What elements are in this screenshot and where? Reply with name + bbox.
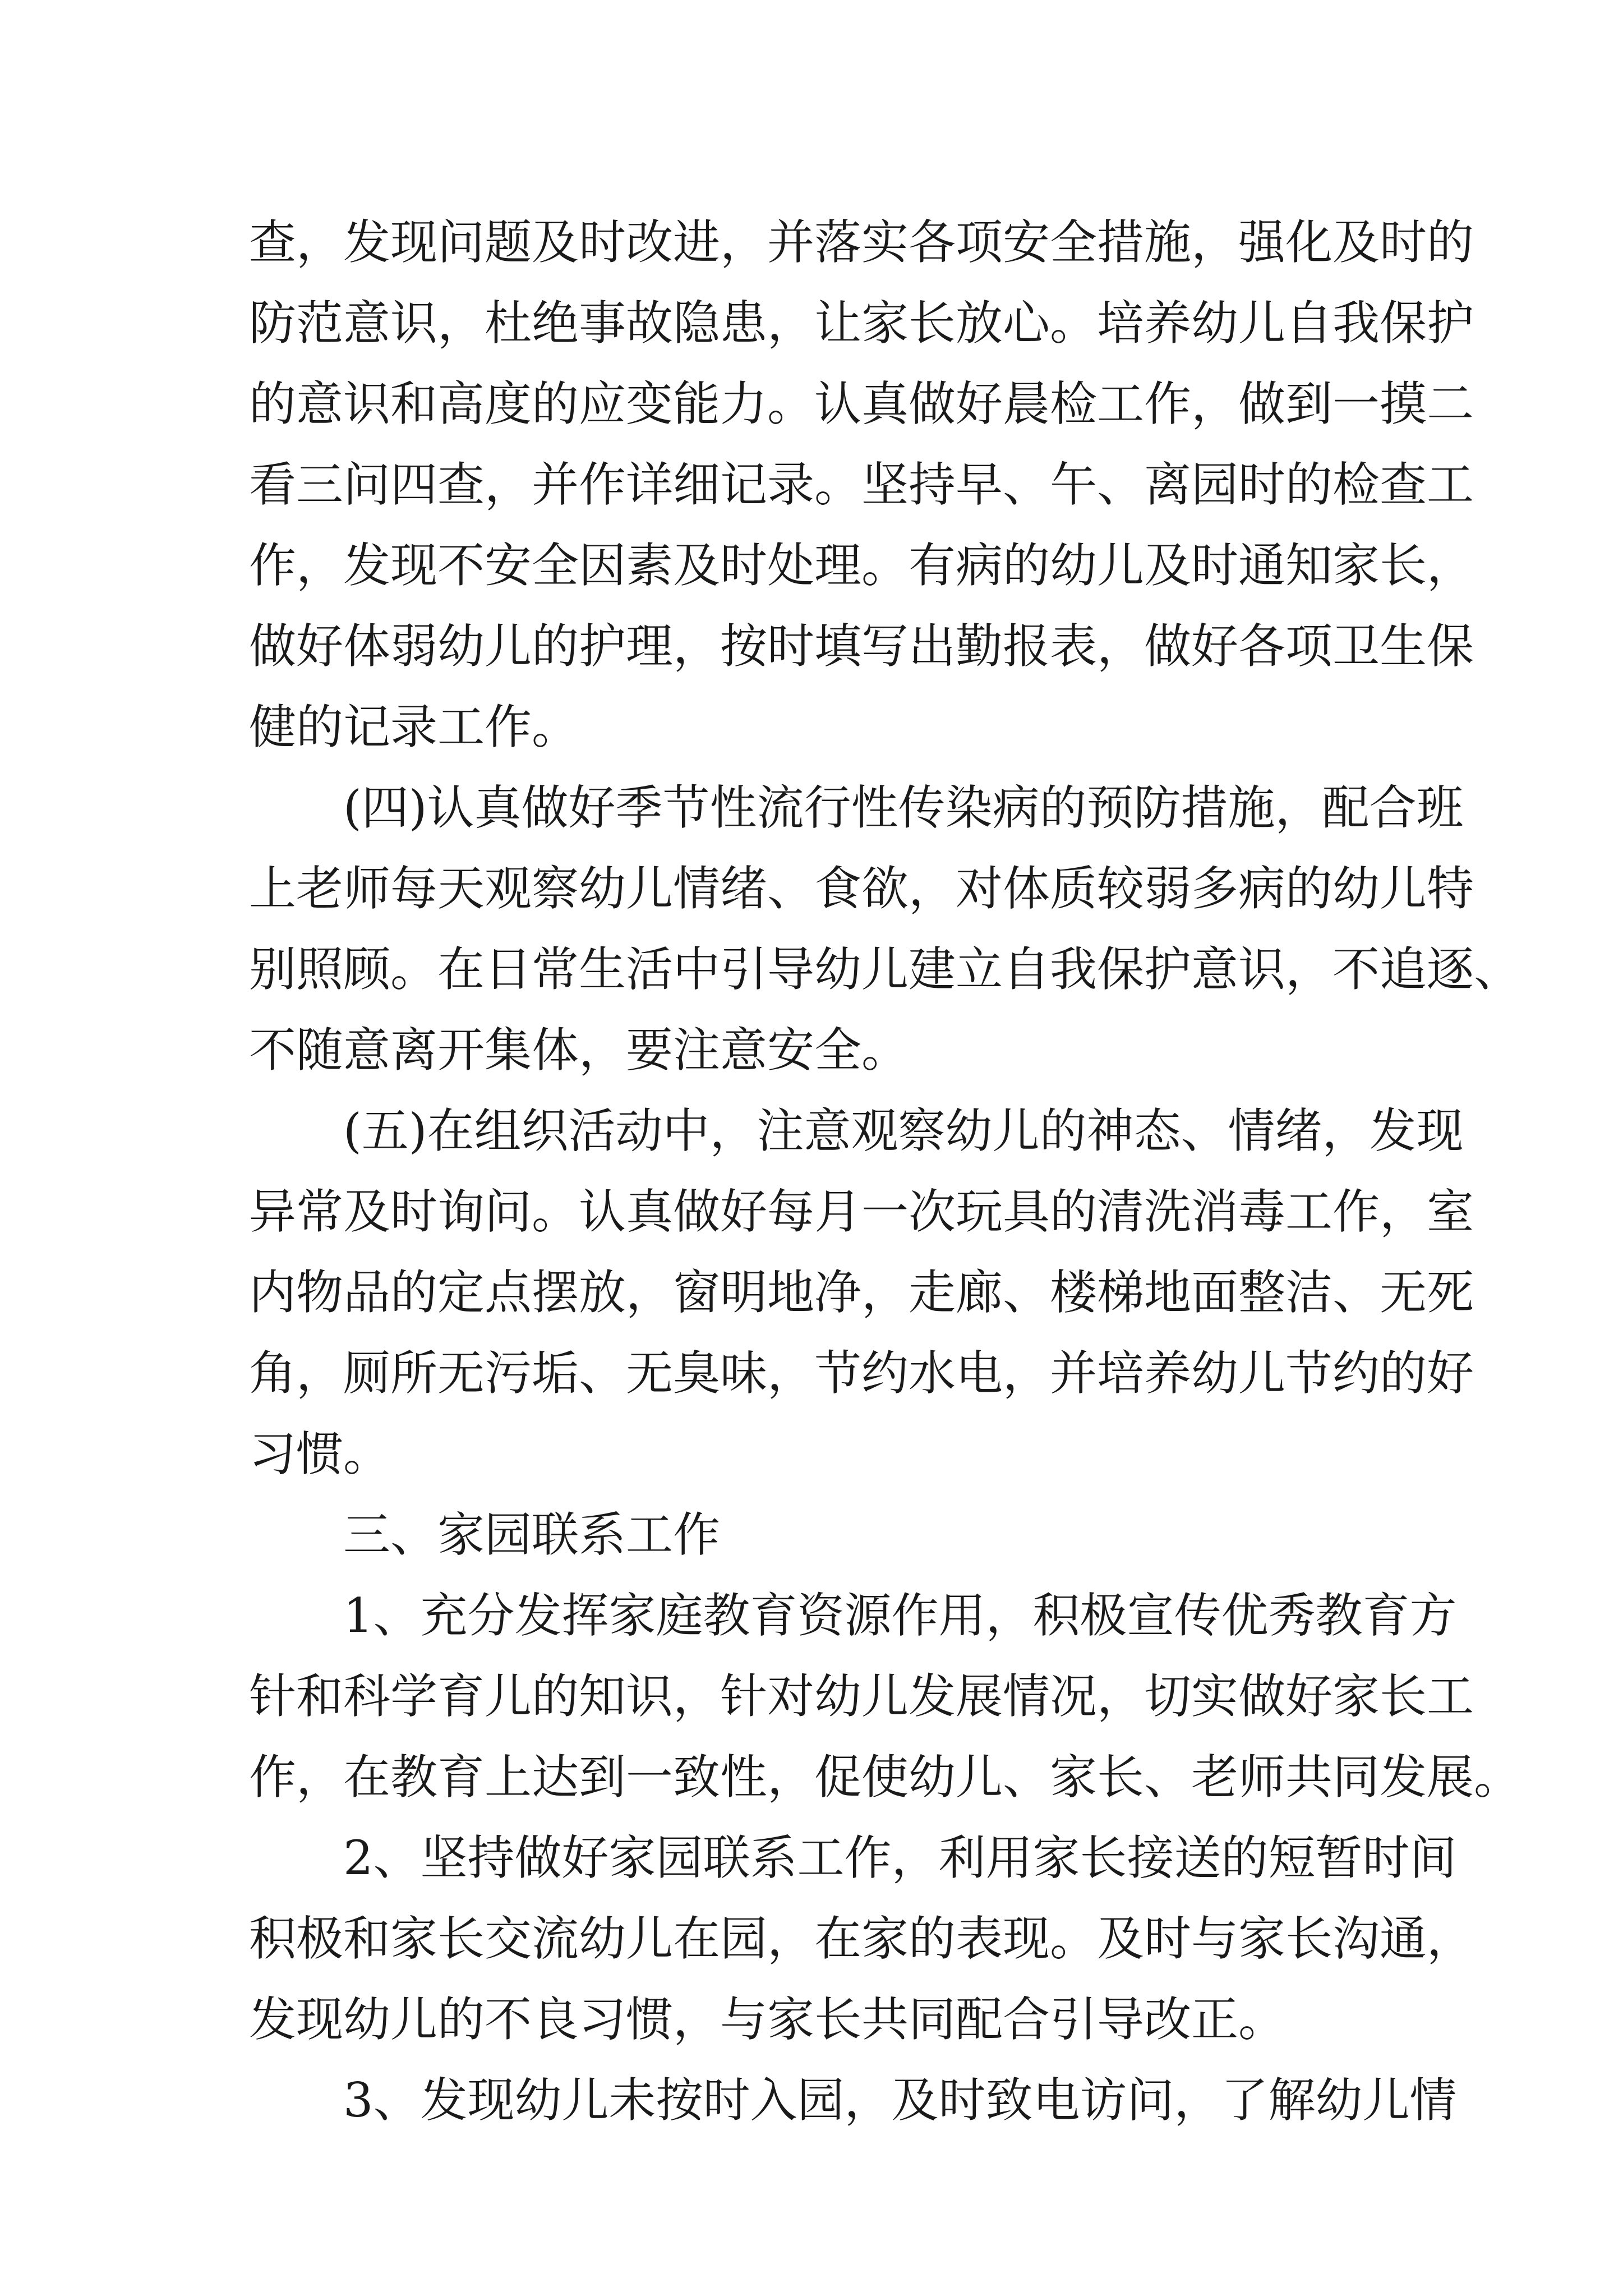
text-line: (四)认真做好季节性流行性传染病的预防措施，配合班	[343, 780, 1464, 835]
text-line: 作，发现不安全因素及时处理。有病的幼儿及时通知家长，	[249, 538, 1474, 593]
text-line: 发现幼儿的不良习惯，与家长共同配合引导改正。	[249, 1992, 1286, 2047]
text-line: 做好体弱幼儿的护理，按时填写出勤报表，做好各项卫生保	[249, 619, 1474, 674]
text-line: (五)在组织活动中，注意观察幼儿的神态、情绪，发现	[343, 1103, 1464, 1158]
text-line: 看三问四查，并作详细记录。坚持早、午、离园时的检查工	[249, 457, 1474, 512]
paragraph	[249, 1091, 1474, 1494]
text-line: 查，发现问题及时改进，并落实各项安全措施，强化及时的	[249, 215, 1474, 270]
text-line: 积极和家长交流幼儿在园，在家的表现。及时与家长沟通，	[249, 1911, 1474, 1966]
paragraph	[249, 1818, 1474, 2060]
paragraph	[249, 767, 1521, 1091]
text-line: 3、发现幼儿未按时入园，及时致电访问，了解幼儿情	[343, 2073, 1457, 2128]
text-line: 针和科学育儿的知识，针对幼儿发展情况，切实做好家长工	[249, 1669, 1474, 1724]
text-line: 不随意离开集体，要注意安全。	[249, 1023, 909, 1078]
text-line: 健的记录工作。	[249, 700, 579, 754]
text-line: 别照顾。在日常生活中引导幼儿建立自我保护意识，不追逐、	[249, 942, 1521, 997]
paragraph	[249, 2060, 1457, 2141]
paragraph	[249, 1494, 1382, 1575]
text-line: 内物品的定点摆放，窗明地净，走廊、楼梯地面整洁、无死	[249, 1265, 1474, 1320]
text-line: 作，在教育上达到一致性，促使幼儿、家长、老师共同发展。	[249, 1750, 1521, 1805]
text-line: 1、充分发挥家庭教育资源作用，积极宣传优秀教育方	[343, 1588, 1457, 1643]
paragraph	[249, 1575, 1521, 1818]
text-line: 防范意识，杜绝事故隐患，让家长放心。培养幼儿自我保护	[249, 296, 1474, 351]
text-line: 上老师每天观察幼儿情绪、食欲，对体质较弱多病的幼儿特	[249, 861, 1474, 916]
text-line: 异常及时询问。认真做好每月一次玩具的清洗消毒工作，室	[249, 1184, 1474, 1239]
paragraph	[249, 202, 1474, 767]
text-line: 三、家园联系工作	[343, 1507, 721, 1562]
text-line: 2、坚持做好家园联系工作，利用家长接送的短暂时间	[343, 1830, 1457, 1885]
text-line: 角，厕所无污垢、无臭味，节约水电，并培养幼儿节约的好	[249, 1346, 1474, 1401]
text-line: 的意识和高度的应变能力。认真做好晨检工作，做到一摸二	[249, 376, 1474, 431]
document-body	[249, 202, 1521, 2141]
text-line: 习惯。	[249, 1427, 391, 1481]
